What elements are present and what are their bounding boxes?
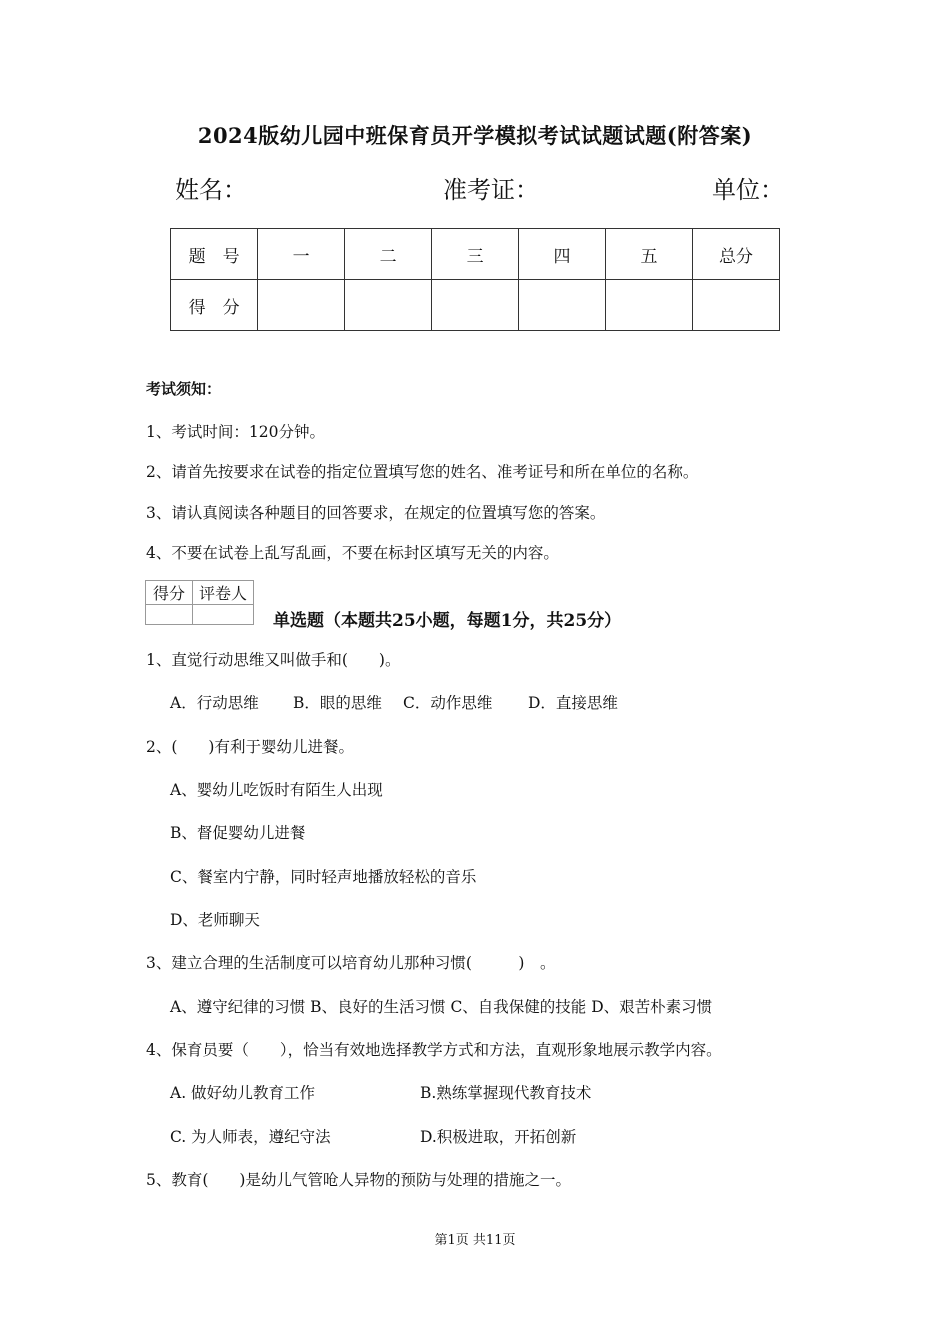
score-table-score-row [171, 280, 780, 331]
grader-table [145, 580, 254, 625]
exam-title: 2024版幼儿园中班保育员开学模拟考试试题试题(附答案) [197, 123, 753, 148]
section-1-header: 一 [258, 229, 345, 280]
question-3-stem: 3、建立合理的生活制度可以培育幼儿那种习惯( ) 。 [146, 954, 556, 972]
question-3-options: A、遵守纪律的习惯 B、良好的生活习惯 C、自我保健的技能 D、艰苦朴素习惯 [170, 998, 713, 1016]
page-footer: 第1页 共11页 [434, 1233, 516, 1248]
total-header: 总分 [692, 229, 779, 280]
question-1-option-b: B．眼的思维 [293, 694, 382, 712]
name-label: 姓名： [175, 176, 247, 204]
question-1-option-a: A．行动思维 [170, 694, 259, 712]
section-title: 单选题（本题共25小题，每题1分，共25分） [273, 611, 622, 631]
exam-id-label: 准考证： [443, 176, 539, 204]
grader-score-cell [146, 605, 193, 625]
score-cell-3 [432, 280, 519, 331]
question-4-option-d: D.积极进取，开拓创新 [420, 1128, 577, 1146]
score-cell-1 [258, 280, 345, 331]
question-1-option-c: C．动作思维 [403, 694, 493, 712]
question-4-option-c: C. 为人师表，遵纪守法 [170, 1128, 331, 1146]
question-4-stem: 4、保育员要（ ），恰当有效地选择教学方式和方法，直观形象地展示教学内容。 [146, 1041, 722, 1059]
notice-item-4: 4、不要在试卷上乱写乱画，不要在标封区填写无关的内容。 [146, 544, 559, 562]
notice-item-3: 3、请认真阅读各种题目的回答要求，在规定的位置填写您的答案。 [146, 504, 606, 522]
section-4-header: 四 [519, 229, 606, 280]
question-5-stem: 5、教育( )是幼儿气管呛人异物的预防与处理的措施之一。 [146, 1171, 571, 1189]
notice-item-2: 2、请首先按要求在试卷的指定位置填写您的姓名、准考证号和所在单位的名称。 [146, 463, 699, 481]
section-2-header: 二 [345, 229, 432, 280]
grader-reviewer-cell [193, 605, 254, 625]
score-cell-5 [606, 280, 693, 331]
section-3-header: 三 [432, 229, 519, 280]
notice-item-1: 1、考试时间：120分钟。 [146, 423, 325, 441]
question-1-option-d: D．直接思维 [528, 694, 618, 712]
question-2-stem: 2、( )有利于婴幼儿进餐。 [146, 738, 354, 756]
score-cell-2 [345, 280, 432, 331]
unit-label: 单位： [712, 176, 784, 204]
score-cell-total [692, 280, 779, 331]
question-2-option-a: A、婴幼儿吃饭时有陌生人出现 [170, 781, 383, 799]
score-table-header-row [171, 229, 780, 280]
question-4-option-a: A. 做好幼儿教育工作 [170, 1084, 316, 1102]
notice-title: 考试须知： [146, 380, 222, 398]
score-table [170, 228, 780, 331]
question-2-option-b: B、督促婴幼儿进餐 [170, 824, 306, 842]
question-2-option-d: D、老师聊天 [170, 911, 260, 929]
grader-reviewer-label: 评卷人 [193, 581, 254, 605]
question-1-stem: 1、直觉行动思维又叫做手和( )。 [146, 651, 401, 669]
grader-score-label: 得分 [146, 581, 193, 605]
question-4-option-b: B.熟练掌握现代教育技术 [420, 1084, 592, 1102]
score-label: 得 分 [171, 280, 258, 331]
score-cell-4 [519, 280, 606, 331]
question-2-option-c: C、餐室内宁静，同时轻声地播放轻松的音乐 [170, 868, 477, 886]
question-number-label: 题 号 [171, 229, 258, 280]
section-5-header: 五 [606, 229, 693, 280]
